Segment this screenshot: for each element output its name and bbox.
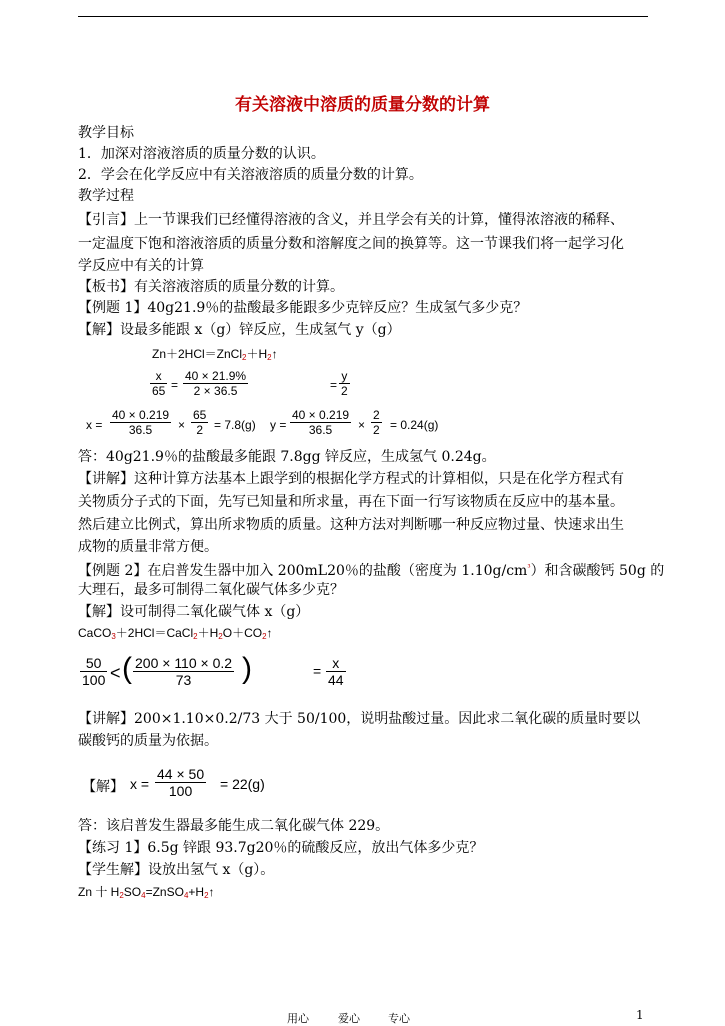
board-note: 【板书】有关溶液溶质的质量分数的计算。 <box>78 279 344 295</box>
section-heading-process: 教学过程 <box>78 188 134 204</box>
document-title: 有关溶液中溶质的质量分数的计算 <box>235 95 490 115</box>
explain-line-2: 关物质分子式的下面，先写已知量和所求量，再在下面一行写该物质在反应中的基本量。 <box>78 494 624 510</box>
example-2-question-1: 【例题 2】在启普发生器中加入 200mL20％的盐酸（密度为 $1.10g/cm^{^3}$）和含碳酸钙 50g 的 <box>78 563 665 579</box>
fraction-44x50-100: 44 × 50 100 <box>157 766 205 799</box>
example-1-setup: 【解】设最多能跟 x（g）锌反应，生成氢气 y（g） <box>78 322 401 338</box>
fraction-x-44: x 44 <box>328 655 344 688</box>
exercise-1-question: 【练习 1】6.5g 锌跟 93.7g20％的硫酸反应，放出气体多少克？ <box>78 840 484 856</box>
footer-text-3: 专心 <box>388 1013 410 1025</box>
example-1-answer: 答：40g21.9％的盐酸最多能跟 7.8gg 锌反应，生成氢气 0.24g。 <box>78 449 496 465</box>
fraction-40x0219-365-b: 40 × 0.219 36.5 <box>292 408 350 437</box>
fraction-y-2: y 2 <box>341 369 348 398</box>
explain-2-line-2: 碳酸钙的质量为依据。 <box>78 733 218 749</box>
explain-line-1: 【讲解】这种计算方法基本上跟学到的根据化学方程式的计算相似，只是在化学方程式有 <box>78 471 624 487</box>
fraction-x-65: x 65 <box>152 369 166 398</box>
fraction-2-2: 2 2 <box>373 408 380 437</box>
fraction-50-100: 50 100 <box>82 655 106 688</box>
header-rule <box>78 16 648 17</box>
fraction-200x110x02-73: 200 × 110 × 0.2 73 <box>135 655 233 688</box>
explain-line-4: 成物的质量非常方便。 <box>78 539 218 555</box>
goal-2: 2．学会在化学反应中有关溶液溶质的质量分数的计算。 <box>78 167 423 183</box>
equation-caco3-hcl: $CaCO_3+2HCl=CaCl_2+H_2O+CO_2↑$ <box>78 626 273 641</box>
page-number: 1 <box>636 1008 644 1022</box>
fraction-40-219: 40 × 21.9% 2 × 36.5 <box>185 369 247 398</box>
example-2-setup: 【解】设可制得二氧化碳气体 x（g） <box>78 604 310 620</box>
example-2-answer: 答：该启普发生器最多能生成二氧化碳气体 229。 <box>78 818 390 834</box>
fraction-40x0219-365: 40 × 0.219 36.5 <box>112 408 170 437</box>
intro-line-3: 学反应中有关的计算 <box>78 258 204 274</box>
footer-text-2: 爱心 <box>338 1013 360 1025</box>
explain-2-line-1: 【讲解】200×1.10×0.2/73 大于 50/100，说明盐酸过量。因此求二氧化碳的质量时要以 <box>78 711 641 727</box>
intro-line-1: 【引言】上一节课我们已经懂得溶液的含义，并且学会有关的计算，懂得浓溶液的稀释、 <box>78 212 624 228</box>
footer-text-1: 用心 <box>287 1013 309 1025</box>
section-heading-goals: 教学目标 <box>78 125 134 141</box>
example-2-question-2: 大理石，最多可制得二氧化碳气体多少克？ <box>78 582 344 598</box>
goal-1: 1．加深对溶液溶质的质量分数的认识。 <box>78 146 325 162</box>
exercise-1-setup: 【学生解】设放出氢气 x（g）。 <box>78 862 275 878</box>
fraction-65-2: 65 2 <box>193 408 207 437</box>
equation-zn-hcl: $Zn+2HCl=ZnCl_2+H_2↑$ <box>152 347 278 362</box>
intro-line-2: 一定温度下饱和溶液溶质的质量分数和溶解度之间的换算等。这一节课我们将一起学习化 <box>78 236 624 252</box>
example-1-question: 【例题 1】40g21.9％的盐酸最多能跟多少克锌反应？生成氢气多少克？ <box>78 300 528 316</box>
equation-zn-h2so4: Zn 十 $H_2SO_4=ZnSO_4+H_2↑$ <box>78 885 215 900</box>
explain-line-3: 然后建立比例式，算出所求物质的质量。这种方法对判断哪一种反应物过量、快速求出生 <box>78 517 624 533</box>
